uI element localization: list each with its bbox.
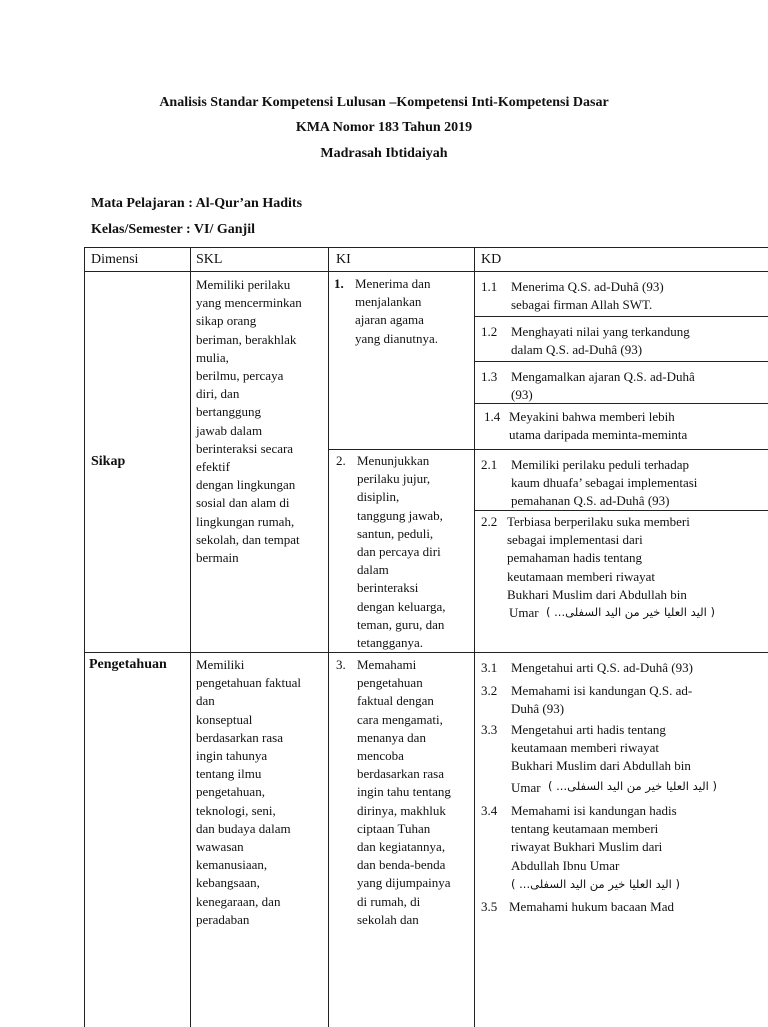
ki-1-number: 1. — [334, 276, 344, 291]
kd-1-1-text: Menerima Q.S. ad-Duhâ (93) sebagai firman Allah SWT. — [511, 279, 664, 313]
ki-divider — [328, 449, 474, 450]
kd-1-4-text: Meyakini bahwa memberi lebih utama daripada meminta-meminta — [509, 409, 688, 443]
kd-2-2-text: Terbiasa berperilaku suka memberi sebagai implementasi dari pemahaman hadis tentang keutamaan memberi riwayat Bukhari Muslim dari Abdullah bin — [507, 514, 690, 602]
kd-divider-4 — [474, 449, 768, 450]
kd-1-1-number: 1.1 — [481, 279, 498, 294]
skl-pengetahuan: Memiliki pengetahuan faktual dan konseptual berdasarkan rasa ingin tahunya tentang ilmu pengetahuan, teknologi, seni, dan budaya dalam wawasan kemanusiaan, kebangsaan, kenegaraan, dan peradaban — [196, 657, 302, 927]
table-border-left — [84, 247, 85, 1027]
kd-3-1-text: Mengetahui arti Q.S. ad-Duhâ (93) — [511, 660, 693, 675]
ki-2-number: 2. — [336, 453, 346, 468]
kd-3-2-number: 3.2 — [481, 683, 498, 698]
kd-3-3-arabic: ( اليد العليا خير من اليد السفلى... ) — [548, 779, 717, 793]
header-kd: KD — [481, 252, 502, 267]
kd-2-1-text: Memiliki perilaku peduli terhadap kaum dhuafa’ sebagai implementasi pemahanan Q.S. ad-Duhâ (93) — [511, 457, 698, 509]
kd-1-2-text: Menghayati nilai yang terkandung dalam Q.S. ad-Duhâ (93) — [511, 324, 690, 358]
kd-2-1-number: 2.1 — [481, 457, 498, 472]
document-title-line3: Madrasah Ibtidaiyah — [320, 146, 448, 161]
kd-3-3-tail: Umar — [511, 780, 541, 795]
ki-3-number: 3. — [336, 657, 346, 672]
header-dimensi: Dimensi — [91, 252, 139, 267]
kd-3-2-text: Memahami isi kandungan Q.S. ad- Duhâ (93) — [511, 683, 693, 717]
kd-3-3-text: Mengetahui arti hadis tentang keutamaan memberi riwayat Bukhari Muslim dari Abdullah bin — [511, 722, 691, 774]
kd-3-4-number: 3.4 — [481, 803, 498, 818]
header-ki: KI — [336, 252, 351, 267]
kd-3-5-number: 3.5 — [481, 899, 498, 914]
document-title-line2: KMA Nomor 183 Tahun 2019 — [295, 120, 473, 135]
ki-1-text: Menerima dan menjalankan ajaran agama yang dianutnya. — [355, 276, 439, 346]
kd-1-4-number: 1.4 — [484, 409, 501, 424]
document-title-line1: Analisis Standar Kompetensi Lulusan –Kompetensi Inti-Kompetensi Dasar — [159, 95, 609, 110]
kd-3-3-number: 3.3 — [481, 722, 498, 737]
table-header-divider — [84, 271, 768, 272]
ki-2-text: Menunjukkan perilaku jujur, disiplin, tanggung jawab, santun, peduli, dan percaya diri dalam berinteraksi dengan keluarga, teman, guru, dan tetangganya. — [357, 453, 446, 651]
col-divider-1 — [190, 247, 191, 1027]
dimension-pengetahuan: Pengetahuan — [89, 657, 167, 672]
kd-3-5-text: Memahami hukum bacaan Mad — [509, 899, 674, 914]
class-semester-label: Kelas/Semester : VI/ Ganjil — [91, 222, 255, 237]
dimension-sikap: Sikap — [91, 454, 126, 469]
header-skl: SKL — [196, 252, 223, 267]
kd-1-3-text: Mengamalkan ajaran Q.S. ad-Duhâ (93) — [511, 369, 695, 403]
skl-sikap: Memiliki perilaku yang mencerminkan sikap orang beriman, berakhlak mulia, berilmu, percaya diri, dan bertanggung jawab dalam berinteraksi secara efektif dengan lingkungan sosial dan alam di lingkungan rumah, sekolah, dan tempat bermain — [196, 277, 302, 566]
table-border-top — [84, 247, 768, 248]
kd-divider-1 — [474, 316, 768, 317]
kd-3-4-text: Memahami isi kandungan hadis tentang keutamaan memberi riwayat Bukhari Muslim dari Abdullah Ibnu Umar — [511, 803, 677, 873]
subject-label: Mata Pelajaran : Al-Qur’an Hadits — [91, 196, 303, 211]
kd-divider-2 — [474, 361, 768, 362]
kd-2-2-tail: Umar — [509, 605, 539, 620]
kd-1-2-number: 1.2 — [481, 324, 498, 339]
ki-3-text: Memahami pengetahuan faktual dengan cara mengamati, menanya dan mencoba berdasarkan rasa ingin tahu tentang dirinya, makhluk ciptaan Tuhan dan kegiatannya, dan benda-benda yang dijumpainya di rumah, di sekolah dan — [357, 657, 451, 927]
kd-3-1-number: 3.1 — [481, 660, 498, 675]
kd-1-3-number: 1.3 — [481, 369, 498, 384]
kd-2-2-arabic: ( اليد العليا خير من اليد السفلى... ) — [546, 605, 715, 619]
kd-3-4-arabic: ( اليد العليا خير من اليد السفلى... ) — [511, 877, 680, 891]
kd-2-2-number: 2.2 — [481, 514, 498, 529]
